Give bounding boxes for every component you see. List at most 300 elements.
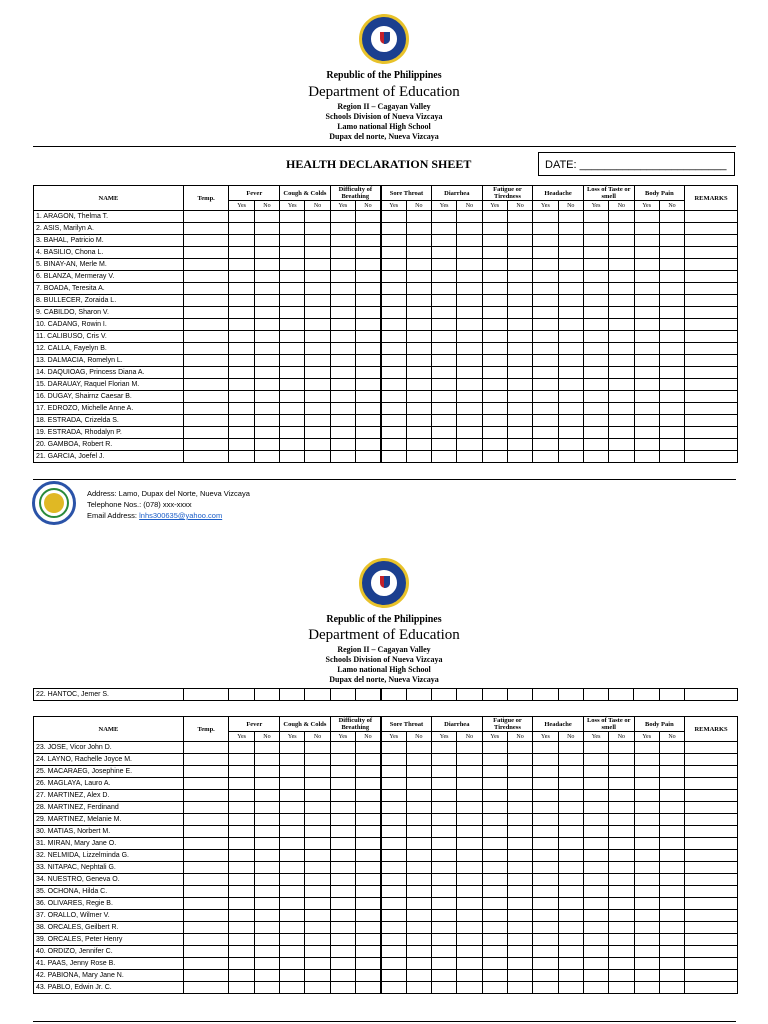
symptom-answer-cell[interactable] [330, 802, 355, 814]
symptom-answer-cell[interactable] [381, 910, 406, 922]
symptom-answer-cell[interactable] [609, 742, 634, 754]
symptom-answer-cell[interactable] [482, 982, 507, 994]
symptom-answer-cell[interactable] [659, 790, 684, 802]
symptom-answer-cell[interactable] [507, 247, 532, 259]
symptom-answer-cell[interactable] [558, 742, 583, 754]
symptom-answer-cell[interactable] [558, 934, 583, 946]
remarks-cell[interactable] [685, 367, 738, 379]
symptom-answer-cell[interactable] [457, 689, 482, 701]
symptom-answer-cell[interactable] [634, 946, 659, 958]
symptom-answer-cell[interactable] [609, 970, 634, 982]
remarks-cell[interactable] [685, 271, 738, 283]
symptom-answer-cell[interactable] [356, 946, 381, 958]
symptom-answer-cell[interactable] [634, 283, 659, 295]
symptom-answer-cell[interactable] [381, 247, 406, 259]
symptom-answer-cell[interactable] [609, 331, 634, 343]
symptom-answer-cell[interactable] [330, 946, 355, 958]
symptom-answer-cell[interactable] [482, 689, 507, 701]
symptom-answer-cell[interactable] [507, 946, 532, 958]
symptom-answer-cell[interactable] [507, 838, 532, 850]
symptom-answer-cell[interactable] [457, 910, 482, 922]
temp-cell[interactable] [183, 766, 229, 778]
symptom-answer-cell[interactable] [583, 343, 608, 355]
symptom-answer-cell[interactable] [229, 982, 254, 994]
symptom-answer-cell[interactable] [229, 307, 254, 319]
symptom-answer-cell[interactable] [558, 689, 583, 701]
symptom-answer-cell[interactable] [280, 802, 305, 814]
symptom-answer-cell[interactable] [229, 379, 254, 391]
symptom-answer-cell[interactable] [254, 826, 279, 838]
symptom-answer-cell[interactable] [254, 838, 279, 850]
symptom-answer-cell[interactable] [482, 970, 507, 982]
symptom-answer-cell[interactable] [558, 247, 583, 259]
symptom-answer-cell[interactable] [254, 910, 279, 922]
symptom-answer-cell[interactable] [406, 235, 431, 247]
symptom-answer-cell[interactable] [254, 211, 279, 223]
symptom-answer-cell[interactable] [406, 838, 431, 850]
symptom-answer-cell[interactable] [583, 223, 608, 235]
symptom-answer-cell[interactable] [381, 754, 406, 766]
temp-cell[interactable] [183, 331, 229, 343]
symptom-answer-cell[interactable] [482, 295, 507, 307]
symptom-answer-cell[interactable] [330, 271, 355, 283]
symptom-answer-cell[interactable] [305, 307, 330, 319]
symptom-answer-cell[interactable] [330, 874, 355, 886]
symptom-answer-cell[interactable] [457, 874, 482, 886]
symptom-answer-cell[interactable] [634, 223, 659, 235]
symptom-answer-cell[interactable] [330, 259, 355, 271]
symptom-answer-cell[interactable] [533, 331, 558, 343]
symptom-answer-cell[interactable] [330, 427, 355, 439]
symptom-answer-cell[interactable] [229, 874, 254, 886]
symptom-answer-cell[interactable] [457, 922, 482, 934]
symptom-answer-cell[interactable] [482, 439, 507, 451]
symptom-answer-cell[interactable] [457, 319, 482, 331]
symptom-answer-cell[interactable] [659, 427, 684, 439]
symptom-answer-cell[interactable] [305, 826, 330, 838]
symptom-answer-cell[interactable] [330, 754, 355, 766]
symptom-answer-cell[interactable] [356, 826, 381, 838]
symptom-answer-cell[interactable] [280, 415, 305, 427]
symptom-answer-cell[interactable] [457, 391, 482, 403]
symptom-answer-cell[interactable] [457, 331, 482, 343]
symptom-answer-cell[interactable] [609, 910, 634, 922]
symptom-answer-cell[interactable] [659, 223, 684, 235]
remarks-cell[interactable] [685, 802, 738, 814]
symptom-answer-cell[interactable] [583, 874, 608, 886]
temp-cell[interactable] [183, 790, 229, 802]
symptom-answer-cell[interactable] [583, 355, 608, 367]
symptom-answer-cell[interactable] [280, 331, 305, 343]
symptom-answer-cell[interactable] [305, 439, 330, 451]
symptom-answer-cell[interactable] [659, 826, 684, 838]
symptom-answer-cell[interactable] [406, 886, 431, 898]
symptom-answer-cell[interactable] [406, 958, 431, 970]
symptom-answer-cell[interactable] [609, 307, 634, 319]
symptom-answer-cell[interactable] [280, 754, 305, 766]
symptom-answer-cell[interactable] [330, 814, 355, 826]
symptom-answer-cell[interactable] [609, 343, 634, 355]
symptom-answer-cell[interactable] [583, 295, 608, 307]
symptom-answer-cell[interactable] [305, 898, 330, 910]
symptom-answer-cell[interactable] [482, 802, 507, 814]
symptom-answer-cell[interactable] [609, 850, 634, 862]
symptom-answer-cell[interactable] [659, 307, 684, 319]
symptom-answer-cell[interactable] [609, 838, 634, 850]
symptom-answer-cell[interactable] [583, 826, 608, 838]
temp-cell[interactable] [183, 874, 229, 886]
symptom-answer-cell[interactable] [533, 319, 558, 331]
symptom-answer-cell[interactable] [558, 946, 583, 958]
symptom-answer-cell[interactable] [330, 982, 355, 994]
symptom-answer-cell[interactable] [432, 235, 457, 247]
symptom-answer-cell[interactable] [507, 319, 532, 331]
symptom-answer-cell[interactable] [482, 367, 507, 379]
symptom-answer-cell[interactable] [406, 970, 431, 982]
symptom-answer-cell[interactable] [432, 379, 457, 391]
symptom-answer-cell[interactable] [356, 922, 381, 934]
symptom-answer-cell[interactable] [280, 247, 305, 259]
symptom-answer-cell[interactable] [229, 838, 254, 850]
symptom-answer-cell[interactable] [609, 946, 634, 958]
symptom-answer-cell[interactable] [381, 439, 406, 451]
symptom-answer-cell[interactable] [356, 754, 381, 766]
symptom-answer-cell[interactable] [609, 223, 634, 235]
symptom-answer-cell[interactable] [533, 223, 558, 235]
symptom-answer-cell[interactable] [634, 343, 659, 355]
symptom-answer-cell[interactable] [482, 814, 507, 826]
symptom-answer-cell[interactable] [533, 778, 558, 790]
symptom-answer-cell[interactable] [229, 946, 254, 958]
symptom-answer-cell[interactable] [558, 754, 583, 766]
symptom-answer-cell[interactable] [229, 223, 254, 235]
symptom-answer-cell[interactable] [533, 934, 558, 946]
symptom-answer-cell[interactable] [482, 862, 507, 874]
symptom-answer-cell[interactable] [533, 403, 558, 415]
symptom-answer-cell[interactable] [356, 439, 381, 451]
symptom-answer-cell[interactable] [381, 934, 406, 946]
symptom-answer-cell[interactable] [330, 850, 355, 862]
temp-cell[interactable] [183, 379, 229, 391]
symptom-answer-cell[interactable] [609, 982, 634, 994]
symptom-answer-cell[interactable] [583, 958, 608, 970]
symptom-answer-cell[interactable] [583, 379, 608, 391]
remarks-cell[interactable] [685, 343, 738, 355]
symptom-answer-cell[interactable] [229, 886, 254, 898]
remarks-cell[interactable] [685, 235, 738, 247]
symptom-answer-cell[interactable] [609, 415, 634, 427]
symptom-answer-cell[interactable] [659, 814, 684, 826]
symptom-answer-cell[interactable] [280, 826, 305, 838]
symptom-answer-cell[interactable] [558, 211, 583, 223]
temp-cell[interactable] [183, 778, 229, 790]
symptom-answer-cell[interactable] [356, 898, 381, 910]
symptom-answer-cell[interactable] [330, 689, 355, 701]
remarks-cell[interactable] [685, 223, 738, 235]
symptom-answer-cell[interactable] [659, 802, 684, 814]
symptom-answer-cell[interactable] [609, 403, 634, 415]
temp-cell[interactable] [183, 319, 229, 331]
symptom-answer-cell[interactable] [583, 235, 608, 247]
date-field[interactable]: DATE: ________________________ [538, 152, 735, 176]
symptom-answer-cell[interactable] [533, 355, 558, 367]
symptom-answer-cell[interactable] [330, 886, 355, 898]
symptom-answer-cell[interactable] [254, 391, 279, 403]
symptom-answer-cell[interactable] [432, 283, 457, 295]
symptom-answer-cell[interactable] [583, 886, 608, 898]
symptom-answer-cell[interactable] [634, 319, 659, 331]
symptom-answer-cell[interactable] [432, 970, 457, 982]
symptom-answer-cell[interactable] [533, 295, 558, 307]
symptom-answer-cell[interactable] [229, 367, 254, 379]
symptom-answer-cell[interactable] [533, 307, 558, 319]
symptom-answer-cell[interactable] [254, 958, 279, 970]
symptom-answer-cell[interactable] [330, 307, 355, 319]
temp-cell[interactable] [183, 391, 229, 403]
remarks-cell[interactable] [685, 403, 738, 415]
symptom-answer-cell[interactable] [406, 814, 431, 826]
symptom-answer-cell[interactable] [457, 946, 482, 958]
symptom-answer-cell[interactable] [356, 295, 381, 307]
symptom-answer-cell[interactable] [457, 754, 482, 766]
symptom-answer-cell[interactable] [609, 283, 634, 295]
symptom-answer-cell[interactable] [280, 391, 305, 403]
symptom-answer-cell[interactable] [533, 982, 558, 994]
symptom-answer-cell[interactable] [659, 778, 684, 790]
symptom-answer-cell[interactable] [482, 946, 507, 958]
symptom-answer-cell[interactable] [482, 838, 507, 850]
symptom-answer-cell[interactable] [482, 910, 507, 922]
symptom-answer-cell[interactable] [634, 403, 659, 415]
symptom-answer-cell[interactable] [659, 355, 684, 367]
symptom-answer-cell[interactable] [356, 367, 381, 379]
symptom-answer-cell[interactable] [609, 391, 634, 403]
symptom-answer-cell[interactable] [507, 259, 532, 271]
symptom-answer-cell[interactable] [229, 910, 254, 922]
symptom-answer-cell[interactable] [229, 802, 254, 814]
symptom-answer-cell[interactable] [634, 778, 659, 790]
symptom-answer-cell[interactable] [280, 235, 305, 247]
symptom-answer-cell[interactable] [229, 814, 254, 826]
symptom-answer-cell[interactable] [229, 319, 254, 331]
symptom-answer-cell[interactable] [406, 343, 431, 355]
symptom-answer-cell[interactable] [432, 862, 457, 874]
symptom-answer-cell[interactable] [406, 283, 431, 295]
symptom-answer-cell[interactable] [305, 319, 330, 331]
symptom-answer-cell[interactable] [406, 355, 431, 367]
symptom-answer-cell[interactable] [583, 982, 608, 994]
symptom-answer-cell[interactable] [634, 742, 659, 754]
symptom-answer-cell[interactable] [280, 271, 305, 283]
symptom-answer-cell[interactable] [254, 331, 279, 343]
symptom-answer-cell[interactable] [356, 802, 381, 814]
symptom-answer-cell[interactable] [609, 451, 634, 463]
symptom-answer-cell[interactable] [634, 958, 659, 970]
symptom-answer-cell[interactable] [432, 319, 457, 331]
symptom-answer-cell[interactable] [330, 415, 355, 427]
symptom-answer-cell[interactable] [457, 283, 482, 295]
symptom-answer-cell[interactable] [533, 838, 558, 850]
symptom-answer-cell[interactable] [406, 331, 431, 343]
remarks-cell[interactable] [685, 211, 738, 223]
symptom-answer-cell[interactable] [609, 259, 634, 271]
symptom-answer-cell[interactable] [558, 367, 583, 379]
symptom-answer-cell[interactable] [659, 379, 684, 391]
symptom-answer-cell[interactable] [381, 331, 406, 343]
symptom-answer-cell[interactable] [482, 403, 507, 415]
symptom-answer-cell[interactable] [659, 247, 684, 259]
symptom-answer-cell[interactable] [229, 211, 254, 223]
email-link[interactable]: lnhs300635@yahoo.com [139, 511, 223, 520]
symptom-answer-cell[interactable] [432, 367, 457, 379]
symptom-answer-cell[interactable] [381, 838, 406, 850]
symptom-answer-cell[interactable] [558, 802, 583, 814]
remarks-cell[interactable] [685, 946, 738, 958]
symptom-answer-cell[interactable] [406, 247, 431, 259]
symptom-answer-cell[interactable] [457, 886, 482, 898]
symptom-answer-cell[interactable] [432, 223, 457, 235]
symptom-answer-cell[interactable] [457, 223, 482, 235]
remarks-cell[interactable] [685, 319, 738, 331]
symptom-answer-cell[interactable] [330, 910, 355, 922]
symptom-answer-cell[interactable] [609, 235, 634, 247]
symptom-answer-cell[interactable] [280, 451, 305, 463]
symptom-answer-cell[interactable] [356, 283, 381, 295]
symptom-answer-cell[interactable] [254, 898, 279, 910]
symptom-answer-cell[interactable] [659, 235, 684, 247]
symptom-answer-cell[interactable] [305, 295, 330, 307]
remarks-cell[interactable] [685, 439, 738, 451]
symptom-answer-cell[interactable] [330, 211, 355, 223]
symptom-answer-cell[interactable] [254, 403, 279, 415]
symptom-answer-cell[interactable] [609, 367, 634, 379]
symptom-answer-cell[interactable] [356, 415, 381, 427]
temp-cell[interactable] [183, 982, 229, 994]
temp-cell[interactable] [183, 367, 229, 379]
symptom-answer-cell[interactable] [609, 754, 634, 766]
symptom-answer-cell[interactable] [381, 814, 406, 826]
symptom-answer-cell[interactable] [356, 838, 381, 850]
symptom-answer-cell[interactable] [330, 379, 355, 391]
symptom-answer-cell[interactable] [558, 778, 583, 790]
symptom-answer-cell[interactable] [457, 427, 482, 439]
symptom-answer-cell[interactable] [659, 331, 684, 343]
symptom-answer-cell[interactable] [330, 403, 355, 415]
symptom-answer-cell[interactable] [558, 403, 583, 415]
temp-cell[interactable] [183, 958, 229, 970]
temp-cell[interactable] [183, 415, 229, 427]
symptom-answer-cell[interactable] [583, 367, 608, 379]
symptom-answer-cell[interactable] [432, 946, 457, 958]
symptom-answer-cell[interactable] [330, 898, 355, 910]
symptom-answer-cell[interactable] [634, 802, 659, 814]
symptom-answer-cell[interactable] [482, 754, 507, 766]
symptom-answer-cell[interactable] [305, 934, 330, 946]
symptom-answer-cell[interactable] [482, 766, 507, 778]
symptom-answer-cell[interactable] [457, 982, 482, 994]
symptom-answer-cell[interactable] [254, 283, 279, 295]
remarks-cell[interactable] [685, 283, 738, 295]
symptom-answer-cell[interactable] [432, 826, 457, 838]
symptom-answer-cell[interactable] [381, 427, 406, 439]
symptom-answer-cell[interactable] [406, 451, 431, 463]
symptom-answer-cell[interactable] [406, 271, 431, 283]
symptom-answer-cell[interactable] [583, 271, 608, 283]
symptom-answer-cell[interactable] [305, 802, 330, 814]
symptom-answer-cell[interactable] [381, 826, 406, 838]
symptom-answer-cell[interactable] [482, 271, 507, 283]
symptom-answer-cell[interactable] [659, 898, 684, 910]
symptom-answer-cell[interactable] [406, 826, 431, 838]
symptom-answer-cell[interactable] [533, 790, 558, 802]
symptom-answer-cell[interactable] [634, 247, 659, 259]
symptom-answer-cell[interactable] [381, 886, 406, 898]
symptom-answer-cell[interactable] [254, 802, 279, 814]
symptom-answer-cell[interactable] [330, 331, 355, 343]
symptom-answer-cell[interactable] [457, 403, 482, 415]
symptom-answer-cell[interactable] [356, 319, 381, 331]
symptom-answer-cell[interactable] [406, 319, 431, 331]
symptom-answer-cell[interactable] [558, 910, 583, 922]
symptom-answer-cell[interactable] [482, 922, 507, 934]
remarks-cell[interactable] [685, 898, 738, 910]
symptom-answer-cell[interactable] [432, 982, 457, 994]
symptom-answer-cell[interactable] [659, 295, 684, 307]
symptom-answer-cell[interactable] [583, 850, 608, 862]
temp-cell[interactable] [183, 946, 229, 958]
symptom-answer-cell[interactable] [609, 934, 634, 946]
symptom-answer-cell[interactable] [254, 742, 279, 754]
symptom-answer-cell[interactable] [406, 922, 431, 934]
symptom-answer-cell[interactable] [533, 886, 558, 898]
symptom-answer-cell[interactable] [254, 886, 279, 898]
symptom-answer-cell[interactable] [432, 271, 457, 283]
symptom-answer-cell[interactable] [558, 307, 583, 319]
symptom-answer-cell[interactable] [330, 355, 355, 367]
temp-cell[interactable] [183, 403, 229, 415]
symptom-answer-cell[interactable] [229, 790, 254, 802]
symptom-answer-cell[interactable] [356, 355, 381, 367]
symptom-answer-cell[interactable] [406, 367, 431, 379]
symptom-answer-cell[interactable] [583, 427, 608, 439]
symptom-answer-cell[interactable] [305, 790, 330, 802]
symptom-answer-cell[interactable] [583, 742, 608, 754]
symptom-answer-cell[interactable] [659, 689, 684, 701]
symptom-answer-cell[interactable] [634, 826, 659, 838]
symptom-answer-cell[interactable] [583, 259, 608, 271]
symptom-answer-cell[interactable] [533, 970, 558, 982]
symptom-answer-cell[interactable] [482, 235, 507, 247]
symptom-answer-cell[interactable] [659, 451, 684, 463]
temp-cell[interactable] [183, 922, 229, 934]
symptom-answer-cell[interactable] [482, 874, 507, 886]
symptom-answer-cell[interactable] [406, 862, 431, 874]
symptom-answer-cell[interactable] [482, 790, 507, 802]
symptom-answer-cell[interactable] [229, 391, 254, 403]
symptom-answer-cell[interactable] [305, 838, 330, 850]
symptom-answer-cell[interactable] [432, 802, 457, 814]
temp-cell[interactable] [183, 451, 229, 463]
symptom-answer-cell[interactable] [432, 838, 457, 850]
symptom-answer-cell[interactable] [254, 814, 279, 826]
symptom-answer-cell[interactable] [507, 766, 532, 778]
remarks-cell[interactable] [685, 766, 738, 778]
symptom-answer-cell[interactable] [609, 379, 634, 391]
symptom-answer-cell[interactable] [634, 295, 659, 307]
symptom-answer-cell[interactable] [431, 689, 456, 701]
symptom-answer-cell[interactable] [457, 295, 482, 307]
symptom-answer-cell[interactable] [533, 814, 558, 826]
